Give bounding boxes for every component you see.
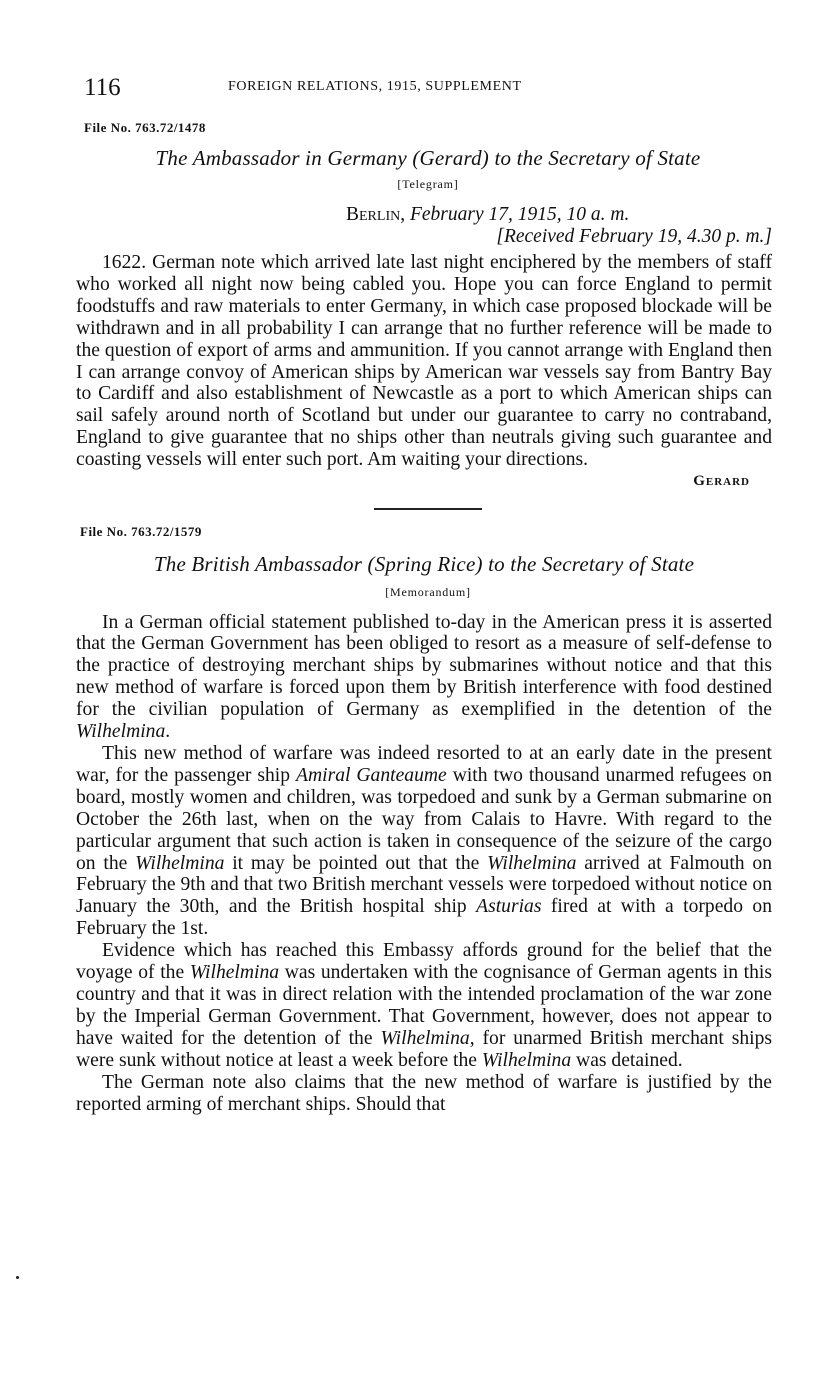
document-title: The British Ambassador (Spring Rice) to the Secretary of State xyxy=(153,551,695,576)
file-number: File No. 763.72/1579 xyxy=(80,523,202,539)
margin-mark xyxy=(16,1276,19,1279)
document-type: [Memorandum] xyxy=(385,584,471,599)
paragraph-text: The German note also claims that the new method of warfare is justified by the reported arming of merchant ships. Should that xyxy=(76,1071,772,1115)
paragraph-text: . xyxy=(165,721,171,743)
ship-name: Wilhelmina xyxy=(76,721,166,743)
ship-name: Wilhelmina xyxy=(487,852,577,874)
paragraph-text: it may be pointed out that the xyxy=(224,852,488,874)
paragraph-text: with two thousand unarmed refugees on board, mostly women and children, was torpedoed and sunk by a German submarine on October the 26th last, when on the way from Calais to Havre. With regard to the particular argument that such action is taken in consequence of the seizure of the cargo on the xyxy=(76,764,772,874)
memo-paragraph xyxy=(76,940,772,1071)
dateline-place: Berlin, xyxy=(346,204,406,225)
memo-paragraph xyxy=(76,612,772,743)
ship-name: Wilhelmina xyxy=(380,1027,470,1049)
paragraph-text: fired at with a torpedo on February the 1st. xyxy=(76,896,773,940)
dateline xyxy=(346,204,772,226)
page-header xyxy=(76,66,772,106)
ship-name: Amiral Ganteaume xyxy=(296,764,447,786)
signature: Gerard xyxy=(693,473,750,490)
paragraph-text: This new method of warfare was indeed resorted to at an early date in the present war, for the passenger ship xyxy=(76,743,772,786)
paragraph-text: Evidence which has reached this Embassy affords ground for the belief that the voyage of the xyxy=(76,940,772,984)
ship-name: Wilhelmina xyxy=(481,1049,572,1071)
dateline-date: February 17, 1915, 10 a. m. xyxy=(409,204,630,225)
document-page xyxy=(76,66,772,1115)
section-divider xyxy=(374,508,482,510)
page-number: 116 xyxy=(84,74,121,101)
paragraph-text: arrived at Falmouth on February the 9th and that two British merchant vessels were torpedoed without notice on January the 30th, and the British hospital ship xyxy=(76,852,772,918)
paragraph-text: , for unarmed British merchant ships were sunk without notice at least a week before the xyxy=(76,1027,772,1071)
paragraph-text: In a German official statement published to-day in the American press it is asserted that the German Government has been obliged to resort as a measure of self-defense to the practice of destroying merchant ships by submarines without notice and that this new method of warfare is forced upon them by British interference with food destined for the civilian population of Germany as exemplified in the detention of the xyxy=(76,611,772,721)
paragraph-text: was detained. xyxy=(571,1049,683,1071)
document-type: [Telegram] xyxy=(397,177,459,191)
ship-name: Wilhelmina xyxy=(135,852,225,874)
ship-name: Asturias xyxy=(476,896,542,918)
running-head: FOREIGN RELATIONS, 1915, SUPPLEMENT xyxy=(228,79,522,94)
telegram-body: 1622. German note which arrived late last night enciphered by the members of staff who worked all night now being cabled you. Hope you can force England to permit foodstuffs and raw materials to enter Germany, in which case proposed blockade will be withdrawn and in all probability I can arrange that no further reference will be made to the question of export of arms and ammunition. If you cannot arrange with England then I can arrange convoy of American ships by American war vessels say from Bantry Bay to Cardiff and also establishment of Newcastle as a port to which American ships can sail safely around north of Scotland but under our guarantee to carry no contraband, England to give guarantee that no ships other than neutrals giving such guarantee and coasting vessels will enter such port. Am waiting your directions. xyxy=(76,252,772,471)
document-memorandum xyxy=(76,524,772,1116)
document-title: The Ambassador in Germany (Gerard) to the Secretary of State xyxy=(155,146,701,170)
paragraph-text: was undertaken with the cognisance of German agents in this country and that it was in direct relation with the intended proclamation of the war zone by the Imperial German Government. That Government, however, does not appear to have waited for the detention of the xyxy=(76,962,772,1049)
received-note: [Received February 19, 4.30 p. m.] xyxy=(496,226,772,247)
document-telegram xyxy=(76,120,772,490)
ship-name: Wilhelmina xyxy=(189,962,280,984)
file-number: File No. 763.72/1478 xyxy=(84,120,206,135)
memo-paragraph xyxy=(76,743,772,940)
memo-paragraph xyxy=(76,1072,772,1116)
